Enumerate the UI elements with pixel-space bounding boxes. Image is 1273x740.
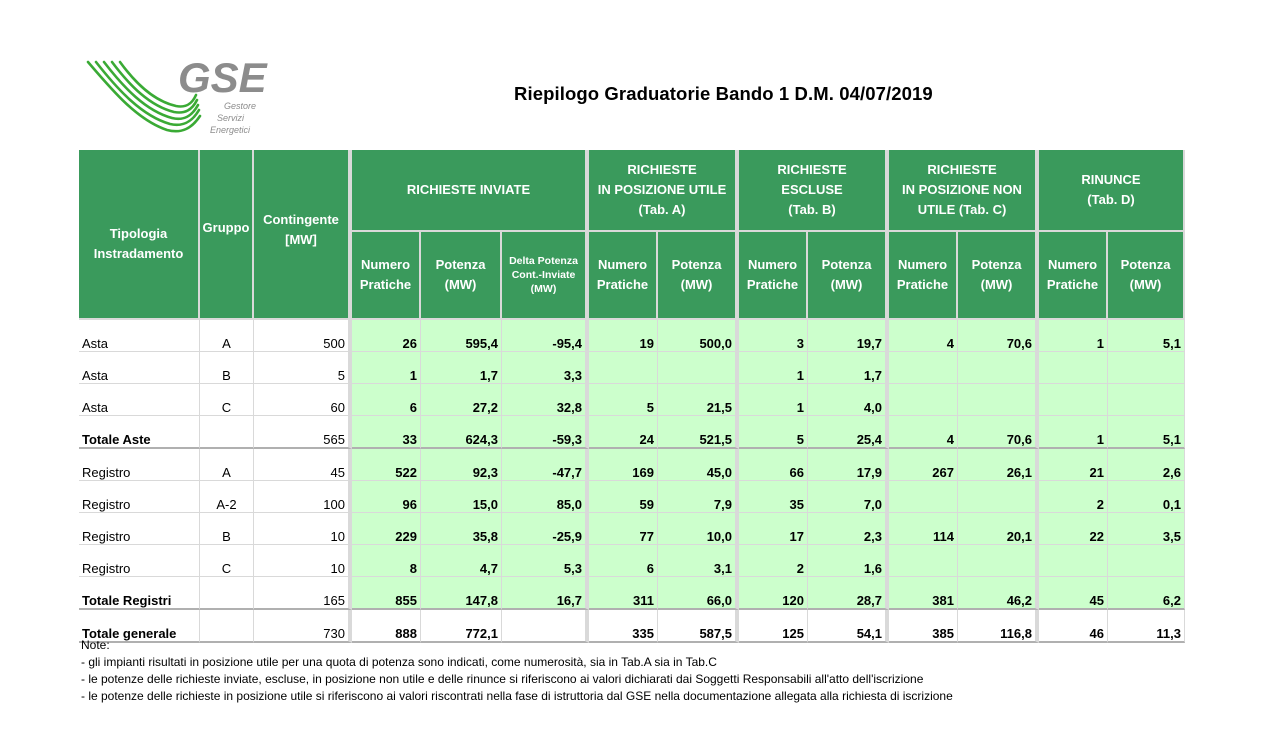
cell-rin-n (1039, 352, 1108, 384)
cell-delta: 16,7 (502, 577, 589, 610)
cell-ut-n: 24 (589, 416, 658, 449)
header-potenza: Potenza (MW) (1108, 232, 1185, 320)
cell-inv-n: 229 (352, 513, 421, 545)
cell-esc-p: 28,7 (808, 577, 889, 610)
cell-inv-p: 15,0 (421, 481, 502, 513)
cell-esc-p: 17,9 (808, 449, 889, 481)
cell-nu-p: 116,8 (958, 610, 1039, 643)
cell-gruppo: A-2 (200, 481, 254, 513)
cell-ut-p: 500,0 (658, 320, 739, 352)
cell-esc-n: 1 (739, 352, 808, 384)
cell-inv-p: 1,7 (421, 352, 502, 384)
cell-nu-p (958, 545, 1039, 577)
header-rinunce: RINUNCE (Tab. D) (1039, 150, 1185, 232)
cell-ut-n: 5 (589, 384, 658, 416)
cell-gruppo: A (200, 449, 254, 481)
header-potenza: Potenza (MW) (808, 232, 889, 320)
header-numero-pratiche: Numero Pratiche (1039, 232, 1108, 320)
cell-ut-n: 169 (589, 449, 658, 481)
total-row (79, 577, 1185, 610)
header-potenza: Potenza (MW) (958, 232, 1039, 320)
cell-nu-p (958, 481, 1039, 513)
cell-inv-n: 26 (352, 320, 421, 352)
gse-logo-icon (82, 50, 282, 145)
cell-nu-p: 70,6 (958, 320, 1039, 352)
cell-esc-p: 4,0 (808, 384, 889, 416)
cell-cont: 100 (254, 481, 352, 513)
cell-inv-n: 96 (352, 481, 421, 513)
header-numero-pratiche: Numero Pratiche (352, 232, 421, 320)
cell-inv-n: 855 (352, 577, 421, 610)
cell-inv-n: 888 (352, 610, 421, 643)
header-delta-potenza: Delta Potenza Cont.-Inviate (MW) (502, 232, 589, 320)
cell-rin-n (1039, 384, 1108, 416)
page-title: Riepilogo Graduatorie Bando 1 D.M. 04/07/2019 (514, 83, 933, 104)
cell-cont: 500 (254, 320, 352, 352)
cell-esc-n: 66 (739, 449, 808, 481)
cell-esc-p: 54,1 (808, 610, 889, 643)
cell-ut-p: 45,0 (658, 449, 739, 481)
cell-gruppo: B (200, 513, 254, 545)
cell-rin-p: 5,1 (1108, 320, 1185, 352)
cell-inv-n: 1 (352, 352, 421, 384)
cell-rin-n: 2 (1039, 481, 1108, 513)
header-numero-pratiche: Numero Pratiche (739, 232, 808, 320)
header-richieste-escluse: RICHIESTE ESCLUSE (Tab. B) (739, 150, 889, 232)
cell-esc-n: 125 (739, 610, 808, 643)
cell-esc-n: 35 (739, 481, 808, 513)
table-row (79, 545, 1185, 577)
cell-esc-p: 25,4 (808, 416, 889, 449)
cell-nu-n: 114 (889, 513, 958, 545)
cell-esc-p: 7,0 (808, 481, 889, 513)
cell-rin-n: 21 (1039, 449, 1108, 481)
cell-delta: -25,9 (502, 513, 589, 545)
cell-cont: 60 (254, 384, 352, 416)
cell-rin-p: 3,5 (1108, 513, 1185, 545)
cell-rin-n: 46 (1039, 610, 1108, 643)
table-row (79, 481, 1185, 513)
cell-rin-n: 45 (1039, 577, 1108, 610)
cell-tipo: Asta (79, 384, 200, 416)
notes (81, 637, 953, 705)
svg-text:Energetici: Energetici (210, 125, 251, 135)
cell-rin-p (1108, 352, 1185, 384)
cell-rin-p: 5,1 (1108, 416, 1185, 449)
cell-rin-p: 11,3 (1108, 610, 1185, 643)
cell-esc-n: 120 (739, 577, 808, 610)
notes-heading: Note: (81, 638, 110, 652)
cell-delta: 5,3 (502, 545, 589, 577)
logo-text: GSE (178, 54, 267, 101)
cell-ut-p (658, 352, 739, 384)
summary-table (79, 150, 1185, 643)
cell-inv-n: 8 (352, 545, 421, 577)
cell-rin-p (1108, 545, 1185, 577)
cell-ut-p: 3,1 (658, 545, 739, 577)
cell-rin-n: 1 (1039, 320, 1108, 352)
cell-inv-n: 33 (352, 416, 421, 449)
cell-ut-p: 7,9 (658, 481, 739, 513)
header-richieste-utile: RICHIESTE IN POSIZIONE UTILE (Tab. A) (589, 150, 739, 232)
cell-esc-p: 1,6 (808, 545, 889, 577)
cell-esc-p: 1,7 (808, 352, 889, 384)
cell-tipo: Registro (79, 545, 200, 577)
cell-rin-p: 2,6 (1108, 449, 1185, 481)
cell-tipo: Asta (79, 352, 200, 384)
cell-nu-n: 381 (889, 577, 958, 610)
cell-nu-p (958, 352, 1039, 384)
gse-logo (82, 50, 282, 145)
table-row (79, 449, 1185, 481)
cell-inv-p: 92,3 (421, 449, 502, 481)
cell-inv-n: 522 (352, 449, 421, 481)
cell-gruppo: A (200, 320, 254, 352)
cell-inv-p: 35,8 (421, 513, 502, 545)
header-tipologia: Tipologia Instradamento (79, 150, 200, 320)
cell-inv-p: 772,1 (421, 610, 502, 643)
cell-ut-n: 59 (589, 481, 658, 513)
cell-delta: -95,4 (502, 320, 589, 352)
cell-rin-p: 6,2 (1108, 577, 1185, 610)
cell-nu-n (889, 545, 958, 577)
cell-ut-p: 66,0 (658, 577, 739, 610)
cell-inv-p: 624,3 (421, 416, 502, 449)
cell-delta: -47,7 (502, 449, 589, 481)
cell-cont: 45 (254, 449, 352, 481)
cell-esc-n: 3 (739, 320, 808, 352)
cell-ut-n: 77 (589, 513, 658, 545)
cell-tipo: Totale Registri (79, 577, 200, 610)
cell-esc-n: 1 (739, 384, 808, 416)
header-richieste-inviate: RICHIESTE INVIATE (352, 150, 589, 232)
cell-nu-p (958, 384, 1039, 416)
cell-ut-n (589, 352, 658, 384)
total-row (79, 416, 1185, 449)
cell-esc-n: 2 (739, 545, 808, 577)
cell-cont: 730 (254, 610, 352, 643)
table-row (79, 352, 1185, 384)
cell-nu-n (889, 481, 958, 513)
cell-inv-n: 6 (352, 384, 421, 416)
cell-ut-p: 521,5 (658, 416, 739, 449)
cell-nu-p: 70,6 (958, 416, 1039, 449)
cell-nu-n: 267 (889, 449, 958, 481)
header-potenza: Potenza (MW) (421, 232, 502, 320)
cell-cont: 5 (254, 352, 352, 384)
cell-rin-p: 0,1 (1108, 481, 1185, 513)
note-item: - le potenze delle richieste in posizione utile si riferiscono ai valori riscontrati nella fase di istruttoria dal GSE nella documentazione allegata alla richiesta di iscrizione (81, 689, 953, 703)
cell-esc-n: 17 (739, 513, 808, 545)
svg-text:Servizi: Servizi (217, 113, 245, 123)
cell-gruppo: B (200, 352, 254, 384)
cell-tipo: Registro (79, 481, 200, 513)
header-contingente: Contingente [MW] (254, 150, 352, 320)
cell-inv-p: 147,8 (421, 577, 502, 610)
cell-delta: 32,8 (502, 384, 589, 416)
cell-nu-n: 4 (889, 416, 958, 449)
cell-tipo: Registro (79, 513, 200, 545)
cell-ut-n: 19 (589, 320, 658, 352)
cell-rin-n (1039, 545, 1108, 577)
note-item: - le potenze delle richieste inviate, escluse, in posizione non utile e delle rinunce si riferiscono ai valori dichiarati dai Soggetti Responsabili all'atto dell'iscrizione (81, 672, 924, 686)
cell-ut-n: 311 (589, 577, 658, 610)
cell-tipo: Asta (79, 320, 200, 352)
header-gruppo: Gruppo (200, 150, 254, 320)
cell-esc-p: 2,3 (808, 513, 889, 545)
table-body (79, 320, 1185, 643)
cell-rin-n: 1 (1039, 416, 1108, 449)
header-richieste-non-utile: RICHIESTE IN POSIZIONE NON UTILE (Tab. C) (889, 150, 1039, 232)
cell-gruppo: C (200, 545, 254, 577)
cell-nu-p: 20,1 (958, 513, 1039, 545)
table-row (79, 320, 1185, 352)
cell-nu-p: 26,1 (958, 449, 1039, 481)
table-row (79, 513, 1185, 545)
cell-rin-n: 22 (1039, 513, 1108, 545)
cell-inv-p: 27,2 (421, 384, 502, 416)
cell-nu-n (889, 384, 958, 416)
cell-inv-p: 4,7 (421, 545, 502, 577)
cell-nu-n: 385 (889, 610, 958, 643)
cell-cont: 565 (254, 416, 352, 449)
cell-delta: 85,0 (502, 481, 589, 513)
cell-esc-p: 19,7 (808, 320, 889, 352)
header-numero-pratiche: Numero Pratiche (889, 232, 958, 320)
cell-delta: 3,3 (502, 352, 589, 384)
cell-ut-n: 335 (589, 610, 658, 643)
cell-nu-p: 46,2 (958, 577, 1039, 610)
cell-esc-n: 5 (739, 416, 808, 449)
cell-gruppo: C (200, 384, 254, 416)
cell-cont: 165 (254, 577, 352, 610)
cell-cont: 10 (254, 513, 352, 545)
cell-gruppo (200, 416, 254, 449)
header-potenza: Potenza (MW) (658, 232, 739, 320)
cell-cont: 10 (254, 545, 352, 577)
cell-nu-n: 4 (889, 320, 958, 352)
cell-gruppo (200, 577, 254, 610)
cell-tipo: Totale Aste (79, 416, 200, 449)
svg-text:Gestore: Gestore (224, 101, 257, 111)
note-item: - gli impianti risultati in posizione utile per una quota di potenza sono indicati, come numerosità, sia in Tab.A sia in Tab.C (81, 655, 717, 669)
cell-nu-n (889, 352, 958, 384)
cell-rin-p (1108, 384, 1185, 416)
cell-ut-p: 10,0 (658, 513, 739, 545)
cell-ut-p: 587,5 (658, 610, 739, 643)
table-row (79, 384, 1185, 416)
cell-tipo: Totale generale (79, 610, 200, 643)
header-numero-pratiche: Numero Pratiche (589, 232, 658, 320)
cell-tipo: Registro (79, 449, 200, 481)
cell-inv-p: 595,4 (421, 320, 502, 352)
cell-ut-n: 6 (589, 545, 658, 577)
cell-delta: -59,3 (502, 416, 589, 449)
cell-ut-p: 21,5 (658, 384, 739, 416)
